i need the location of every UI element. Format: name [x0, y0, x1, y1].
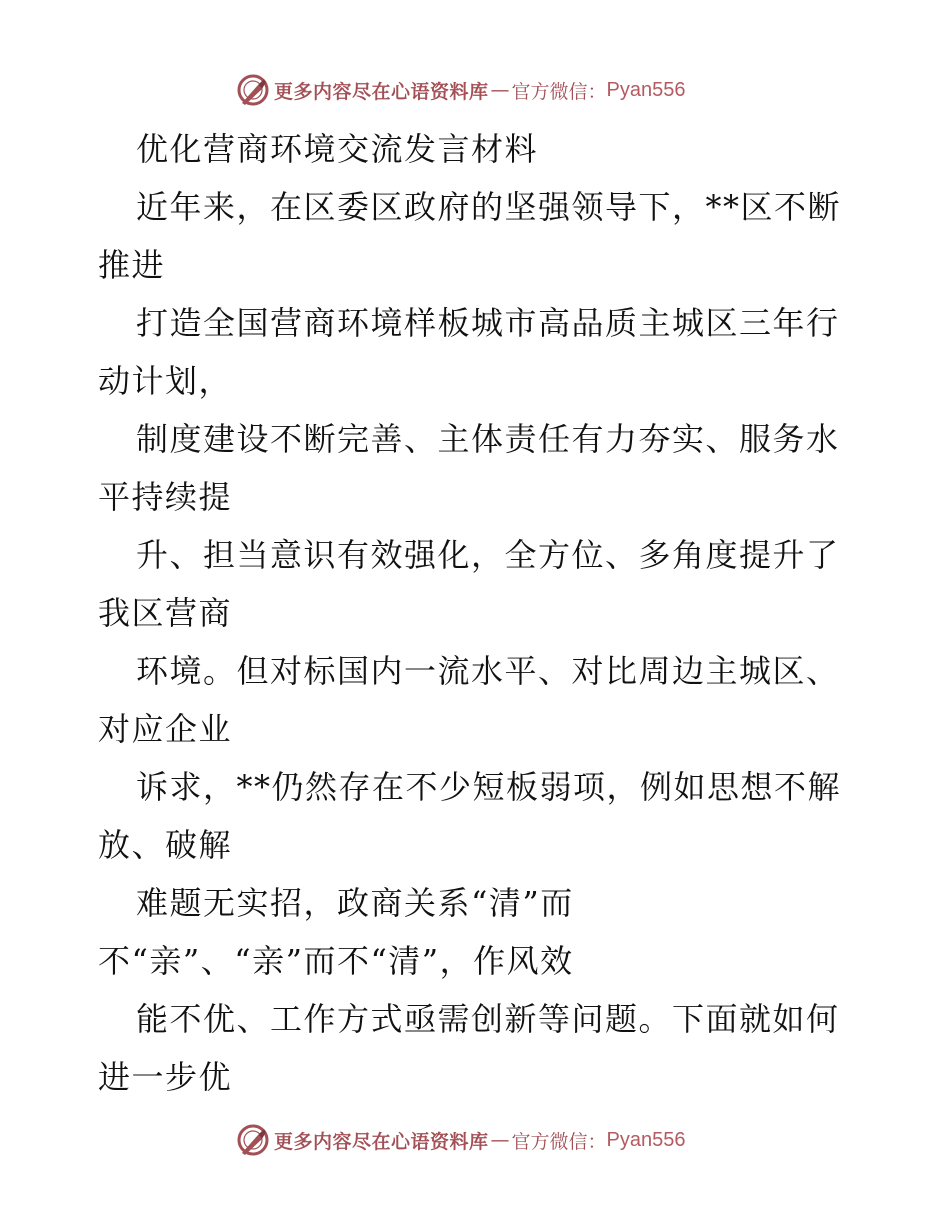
text-line: 近年来，在区委区政府的坚强领导下，**区不断 [136, 188, 842, 226]
watermark-handle: Pyan556 [606, 78, 686, 101]
text-line: 放、破解 [98, 826, 233, 864]
watermark-brand: 更多内容尽在心语资料库 [274, 80, 489, 103]
text-line: 打造全国营商环境样板城市高品质主城区三年行 [136, 304, 840, 342]
pen-logo-icon [236, 1123, 270, 1157]
text-line: 动计划， [98, 362, 233, 400]
watermark-official-label: 官方微信： [511, 80, 607, 103]
document-body [98, 120, 858, 1106]
text-line: 平持续提 [98, 478, 233, 516]
text-line: 制度建设不断完善、主体责任有力夯实、服务水 [136, 420, 840, 458]
text-line: 不“亲”、“亲”而不“清”，作风效 [98, 942, 574, 980]
document-title: 优化营商环境交流发言材料 [136, 130, 539, 168]
watermark-brand: 更多内容尽在心语资料库 [274, 1130, 489, 1153]
text-line: 能不优、工作方式亟需创新等问题。下面就如何 [136, 1000, 840, 1038]
watermark-official-label: 官方微信： [511, 1130, 607, 1153]
text-line: 难题无实招，政商关系“清”而 [136, 884, 574, 922]
text-line: 升、担当意识有效强化，全方位、多角度提升了 [136, 536, 840, 574]
pen-logo-icon [236, 73, 270, 107]
watermark-separator: — [490, 1129, 510, 1151]
watermark-footer [236, 1122, 686, 1158]
text-line: 对应企业 [98, 710, 233, 748]
watermark-handle: Pyan556 [606, 1128, 686, 1151]
text-line: 推进 [98, 246, 166, 284]
watermark-header [236, 72, 686, 108]
watermark-separator: — [490, 79, 510, 101]
text-line: 我区营商 [98, 594, 233, 632]
text-line: 进一步优 [98, 1058, 233, 1096]
text-line: 诉求，**仍然存在不少短板弱项，例如思想不解 [136, 768, 842, 806]
text-line: 环境。但对标国内一流水平、对比周边主城区、 [136, 652, 840, 690]
